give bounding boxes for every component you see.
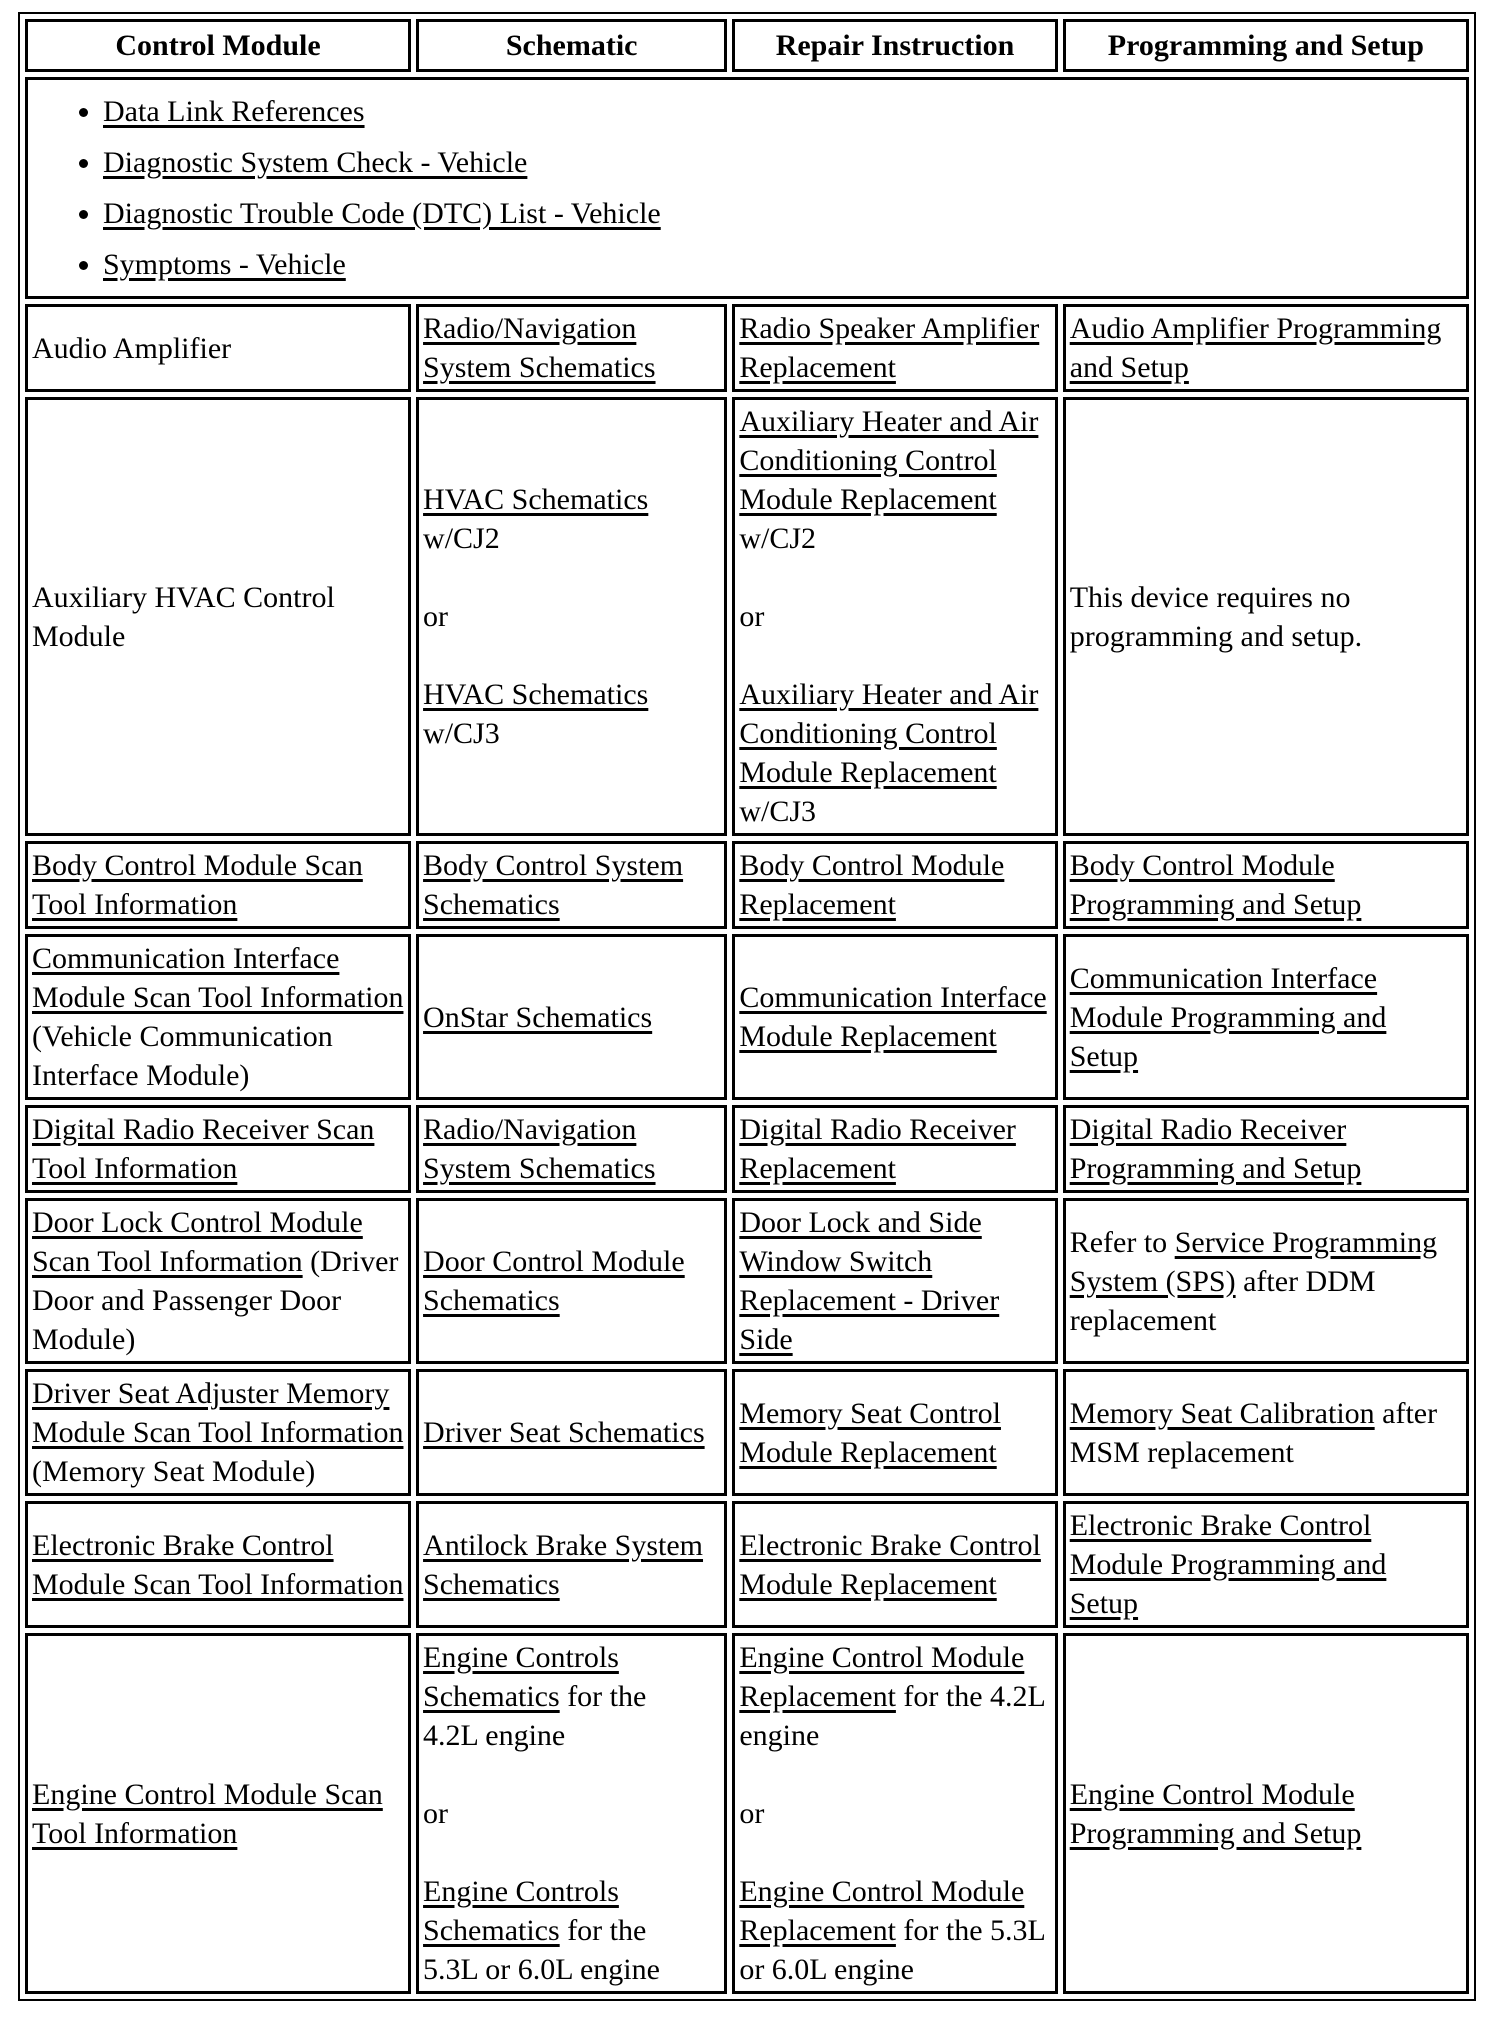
table-row (25, 397, 1469, 836)
programming-link[interactable]: Body Control Module Programming and Setup (1069, 849, 1362, 921)
variant-note: 5.3L or 6.0L engine (423, 1953, 660, 1986)
repair-link[interactable]: Communication Interface Module Replacement (739, 981, 1047, 1053)
module-link[interactable]: Driver Seat Adjuster Memory Module Scan Tool Information (32, 1377, 404, 1449)
repair-cell (732, 1369, 1057, 1496)
module-cell (25, 1633, 411, 1994)
repair-cell (732, 1198, 1057, 1364)
module-link[interactable]: Electronic Brake Control Module Scan Tool Information (32, 1528, 404, 1601)
table-row (25, 1198, 1469, 1364)
header-programming-setup: Programming and Setup (1063, 19, 1469, 72)
table-row (25, 1501, 1469, 1628)
module-note: (Driver Door and Passenger Door Module) (32, 1245, 399, 1356)
or-text: or (739, 1797, 765, 1830)
data-link-references-link[interactable]: Data Link References (103, 95, 365, 128)
schematic-cell (416, 841, 727, 929)
module-reference-sheet (18, 12, 1476, 2001)
diagnostic-system-check-link[interactable]: Diagnostic System Check - Vehicle (103, 146, 528, 179)
repair-link[interactable]: Digital Radio Receiver Replacement (739, 1113, 1016, 1185)
schematic-link[interactable]: Engine Controls (423, 1875, 619, 1908)
repair-link[interactable]: Electronic Brake Control Module Replacement (739, 1528, 1041, 1601)
module-link[interactable]: Door Lock Control Module Scan Tool Information (32, 1206, 363, 1278)
schematic-link[interactable]: OnStar Schematics (423, 1000, 653, 1034)
schematic-cell (416, 304, 727, 392)
module-cell (25, 1501, 411, 1628)
programming-note: after MSM replacement (1069, 1396, 1438, 1469)
repair-cell (732, 304, 1057, 392)
table-row (25, 1369, 1469, 1496)
repair-cell (732, 1633, 1057, 1994)
or-text: or (423, 600, 449, 633)
module-note: (Vehicle Communication Interface Module) (32, 1020, 333, 1092)
or-text: or (423, 1797, 449, 1830)
header-schematic: Schematic (416, 19, 727, 72)
schematic-cell (416, 1633, 727, 1994)
repair-link[interactable]: Engine Control Module (739, 1875, 1025, 1908)
repair-link[interactable]: Body Control Module Replacement (739, 849, 1005, 921)
repair-link[interactable]: Replacement (739, 1914, 896, 1947)
module-cell (25, 1105, 411, 1193)
repair-cell (732, 397, 1057, 836)
schematic-cell (416, 934, 727, 1100)
repair-cell (732, 1105, 1057, 1193)
references-row (25, 77, 1469, 299)
variant-note: for the (567, 1680, 647, 1713)
programming-cell (1063, 304, 1469, 392)
references-cell (25, 77, 1469, 299)
programming-cell (1063, 841, 1469, 929)
schematic-link[interactable]: Schematics (423, 1680, 560, 1713)
module-link[interactable]: Engine Control Module Scan Tool Information (32, 1777, 383, 1850)
reference-item (103, 86, 1462, 137)
module-cell (25, 841, 411, 929)
module-name: Audio Amplifier (25, 304, 411, 392)
reference-list (32, 86, 1462, 290)
module-link[interactable]: Body Control Module Scan Tool Information (32, 849, 363, 921)
symptoms-link[interactable]: Symptoms - Vehicle (103, 248, 346, 281)
header-repair-instruction: Repair Instruction (732, 19, 1057, 72)
programming-cell (1063, 934, 1469, 1100)
programming-note: after DDM replacement (1069, 1264, 1376, 1337)
programming-link[interactable]: Memory Seat Calibration (1069, 1396, 1375, 1430)
programming-link[interactable]: Engine Control Module Programming and Setup (1069, 1777, 1362, 1850)
repair-link[interactable]: Replacement (739, 1680, 896, 1713)
schematic-link[interactable]: Engine Controls (423, 1641, 619, 1674)
variant-note: w/CJ3 (423, 717, 500, 750)
schematic-link[interactable]: Body Control System Schematics (423, 849, 684, 921)
module-link[interactable]: Communication Interface Module Scan Tool Information (32, 942, 404, 1014)
repair-cell (732, 841, 1057, 929)
reference-item (103, 188, 1462, 239)
schematic-link[interactable]: HVAC Schematics (423, 678, 649, 711)
module-cell (25, 1198, 411, 1364)
schematic-link[interactable]: Driver Seat Schematics (423, 1416, 705, 1449)
variant-note: 4.2L engine (423, 1719, 566, 1752)
repair-cell (732, 934, 1057, 1100)
programming-cell (1063, 1501, 1469, 1628)
repair-link[interactable]: Auxiliary Heater and Air Conditioning Control Module Replacement (739, 405, 1039, 516)
programming-cell (1063, 1198, 1469, 1364)
header-row (25, 19, 1469, 72)
programming-cell (1063, 1633, 1469, 1994)
module-cell (25, 1369, 411, 1496)
or-text: or (739, 600, 765, 633)
variant-note: for the 4.2L engine (739, 1680, 1045, 1752)
schematic-cell (416, 397, 727, 836)
variant-note: for the (567, 1914, 647, 1947)
repair-link[interactable]: Radio Speaker Amplifier Replacement (739, 312, 1040, 384)
variant-note: w/CJ2 (423, 522, 500, 555)
schematic-link[interactable]: HVAC Schematics (423, 483, 649, 516)
repair-cell (732, 1501, 1057, 1628)
reference-item (103, 239, 1462, 290)
header-control-module: Control Module (25, 19, 411, 72)
table-row (25, 934, 1469, 1100)
sps-link[interactable]: Service Programming System (SPS) (1069, 1225, 1438, 1298)
schematic-cell (416, 1105, 727, 1193)
module-note: (Memory Seat Module) (32, 1455, 316, 1488)
repair-link[interactable]: Engine Control Module (739, 1641, 1025, 1674)
table-row (25, 841, 1469, 929)
programming-cell (1063, 1105, 1469, 1193)
control-module-table (18, 12, 1476, 2001)
schematic-link[interactable]: Door Control Module Schematics (423, 1245, 685, 1317)
repair-link[interactable]: Door Lock and Side Window Switch Replacement - Driver Side (739, 1206, 1000, 1356)
schematic-link[interactable]: Schematics (423, 1914, 560, 1947)
repair-link[interactable]: Auxiliary Heater and Air Conditioning Control Module Replacement (739, 678, 1039, 789)
refer-text: Refer to (1069, 1225, 1168, 1259)
reference-item (103, 137, 1462, 188)
repair-link[interactable]: Memory Seat Control Module Replacement (739, 1396, 1001, 1469)
programming-link[interactable]: Communication Interface Module Programming and Setup (1069, 961, 1387, 1073)
programming-link[interactable]: Digital Radio Receiver Programming and Setup (1069, 1113, 1362, 1185)
schematic-cell (416, 1501, 727, 1628)
programming-cell (1063, 1369, 1469, 1496)
programming-link[interactable]: Audio Amplifier Programming and Setup (1069, 312, 1442, 384)
table-row (25, 304, 1469, 392)
module-name: Auxiliary HVAC Control Module (25, 397, 411, 836)
variant-note: for the 5.3L or 6.0L engine (739, 1914, 1045, 1986)
dtc-list-link[interactable]: Diagnostic Trouble Code (DTC) List - Vehicle (103, 197, 661, 230)
schematic-link[interactable]: Radio/Navigation System Schematics (423, 1113, 656, 1185)
module-cell (25, 934, 411, 1100)
programming-link[interactable]: Electronic Brake Control Module Programming and Setup (1069, 1509, 1387, 1620)
variant-note: w/CJ2 (739, 522, 816, 555)
schematic-cell (416, 1369, 727, 1496)
table-row (25, 1633, 1469, 1994)
schematic-cell (416, 1198, 727, 1364)
table-row (25, 1105, 1469, 1193)
schematic-link[interactable]: Antilock Brake System Schematics (423, 1528, 704, 1601)
programming-cell: This device requires no programming and setup. (1063, 397, 1469, 836)
schematic-link[interactable]: Radio/Navigation System Schematics (423, 312, 656, 384)
variant-note: w/CJ3 (739, 795, 816, 828)
module-link[interactable]: Digital Radio Receiver Scan Tool Information (32, 1113, 375, 1185)
